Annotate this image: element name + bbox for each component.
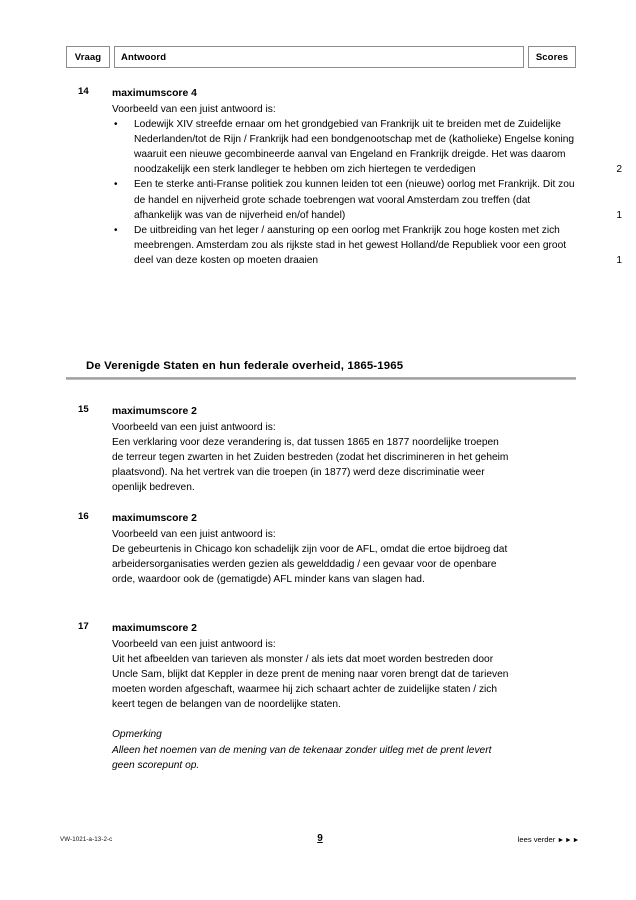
note-title: Opmerking	[112, 729, 162, 741]
question-title-17: maximumscore 2	[112, 623, 197, 634]
question-intro-16: Voorbeeld van een juist antwoord is:	[112, 529, 276, 540]
question-body-14	[112, 86, 622, 268]
section-title: De Verenigde Staten en hun federale overheid, 1865-1965	[86, 360, 404, 372]
question-intro-14: Voorbeeld van een juist antwoord is:	[112, 104, 276, 115]
question-body-16	[112, 511, 576, 587]
note-text: Alleen het noemen van de mening van de tekenaar zonder uitleg met de prent levert geen scorepunt op.	[112, 744, 492, 771]
answer-bullet-item	[112, 223, 622, 268]
bullet-text: De uitbreiding van het leger / aansturing op een oorlog met Frankrijk zou hoge kosten met zich meebrengen. Amsterdam zou als rijkste stad in het gewest Holland/de Republiek voor een groot deel van deze kosten op moeten draaien	[134, 224, 567, 266]
continue-label: lees verder	[517, 835, 556, 844]
bullet-text: Een te sterke anti-Franse politiek zou kunnen leiden tot een (nieuwe) oorlog met Frankrijk. Dit zou de handel en nijverheid grote schade toebrengen wat vooral Amsterdam zou treffen (dat afhankelijk was van de nijverheid en/of handel)	[134, 179, 575, 221]
answer-table-header	[66, 46, 576, 68]
question-intro-17: Voorbeeld van een juist antwoord is:	[112, 639, 276, 650]
bullet-dot-icon: •	[114, 224, 118, 236]
question-answer-15: Een verklaring voor deze verandering is, dat tussen 1865 en 1877 noordelijke troepen de terreur tegen zwarten in het Zuiden bestreden (zodat het discrimineren in het geheim plaatsvond). Na het vertrek van die troepen (in 1877) werd deze discriminatie weer openlijk bedreven.	[112, 437, 509, 494]
question-block-16	[66, 511, 576, 587]
question-body-17	[112, 621, 576, 773]
page-number: 9	[317, 833, 323, 844]
document-code: VW-1021-a-13-2-c	[60, 836, 113, 843]
bullet-dot-icon: •	[114, 119, 118, 131]
section-heading	[66, 358, 576, 380]
question-number-14: 14	[78, 86, 89, 97]
triangle-right-icon: ►►►	[557, 837, 580, 844]
question-number-16: 16	[78, 511, 89, 522]
question-title-15: maximumscore 2	[112, 406, 197, 417]
answer-bullet-item	[112, 117, 622, 177]
question-title-16: maximumscore 2	[112, 513, 197, 524]
column-header-vraag: Vraag	[66, 46, 110, 68]
question-title-14: maximumscore 4	[112, 88, 197, 99]
question-intro-15: Voorbeeld van een juist antwoord is:	[112, 422, 276, 433]
section-divider	[66, 377, 576, 380]
bullet-text: Lodewijk XIV streefde ernaar om het grondgebied van Frankrijk uit te breiden met de Zuidelijke Nederlanden/tot de Rijn / Frankrijk had een bondgenootschap met de (katholieke) Engelse koning waaruit een nieuwe gecombineerde aanval van Engeland en Frankrijk dreigde. Het was daarom noodzakelijk een sterk landleger te hebben om zich hiertegen te verdedigen	[134, 119, 575, 176]
bullet-score: 1	[616, 254, 622, 266]
question-block-14	[66, 86, 622, 268]
bullet-score: 1	[616, 209, 622, 221]
bullet-score: 2	[616, 164, 622, 176]
question-answer-17: Uit het afbeelden van tarieven als monster / als iets dat moet worden bestreden door Uncle Sam, blijkt dat Keppler in deze prent de mening naar voren brengt dat de tarieven moeten worden afgeschaft, waarmee hij zich schaart achter de zuidelijke staten / zich keert tegen de belangen van de noordelijke staten.	[112, 654, 509, 711]
continue-notice	[518, 835, 580, 844]
column-header-antwoord: Antwoord	[114, 46, 524, 68]
question-answer-16: De gebeurtenis in Chicago kon schadelijk zijn voor de AFL, omdat die ertoe bijdroeg dat arbeidersorganisaties werden gezien als gewelddadig / een gevaar voor de openbare orde, waardoor ook de (gematigde) AFL minder kans van slagen had.	[112, 544, 508, 586]
bullet-dot-icon: •	[114, 179, 118, 191]
column-header-scores: Scores	[528, 46, 576, 68]
question-block-15	[66, 404, 576, 495]
question-body-15	[112, 404, 576, 495]
page-footer	[60, 833, 580, 852]
question-block-17	[66, 621, 576, 773]
answer-bullet-item	[112, 177, 622, 222]
question-number-17: 17	[78, 621, 89, 632]
question-number-15: 15	[78, 404, 89, 415]
